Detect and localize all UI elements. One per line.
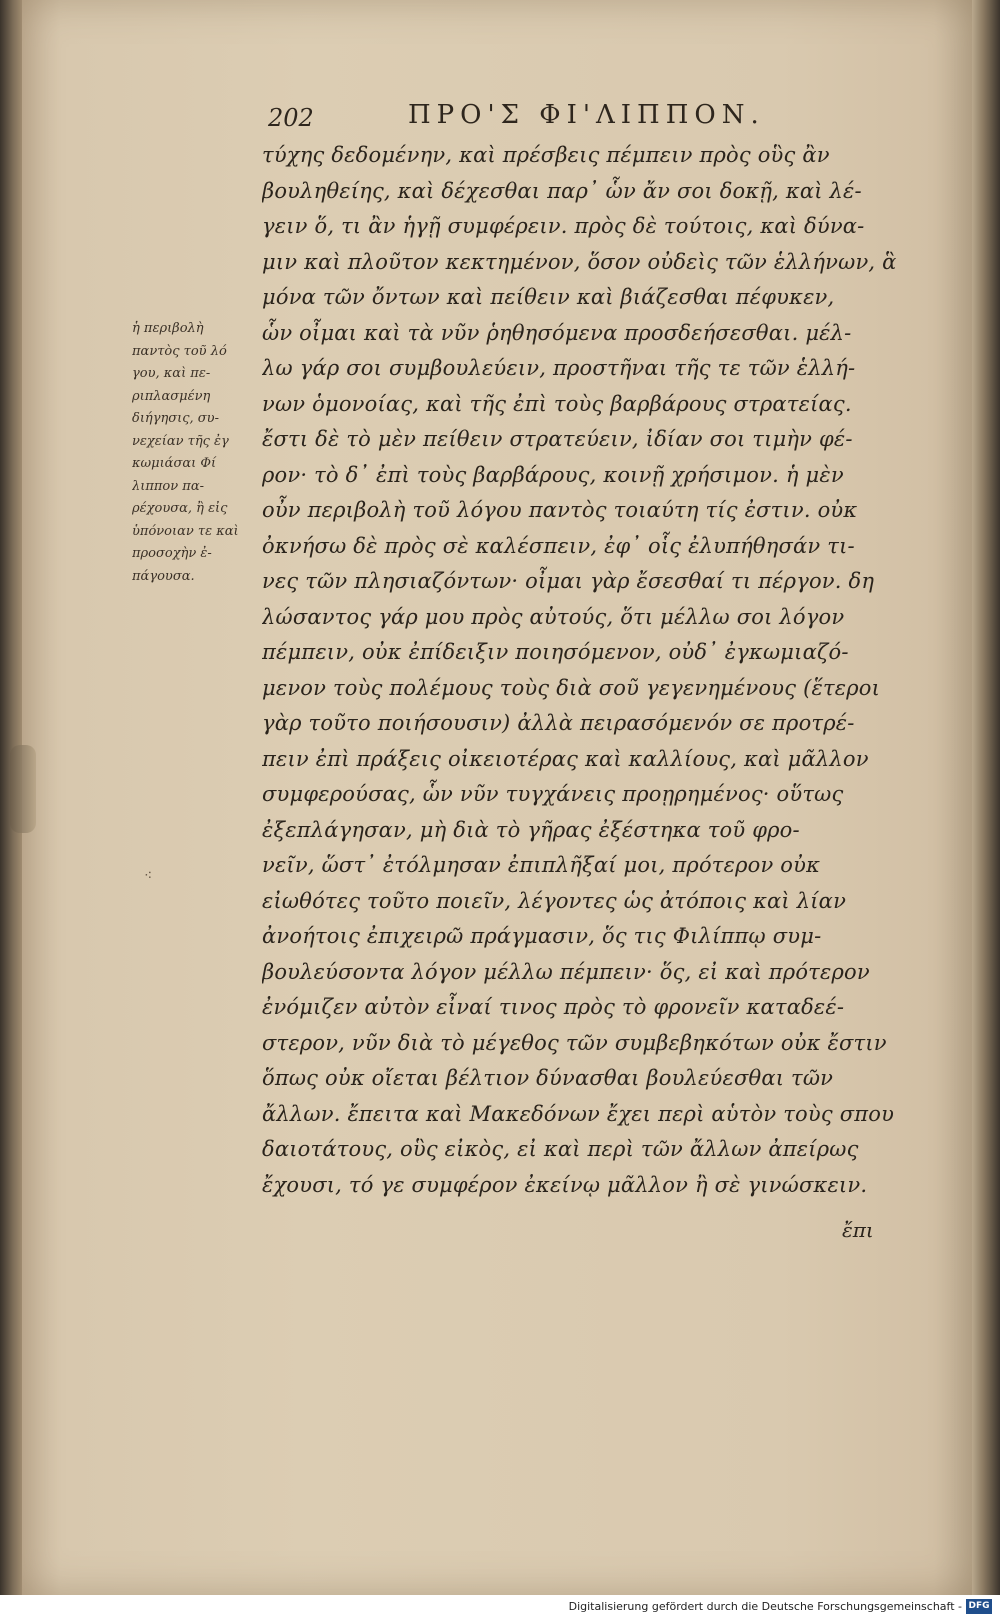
footer-credit: Digitalisierung gefördert durch die Deutsche Forschungsgemeinschaft - (568, 1600, 962, 1613)
margin-stray-mark: ⁖ (144, 868, 153, 884)
text-line: γὰρ τοῦτο ποιήσουσιν) ἀλλὰ πειρασόμενόν σε προτρέ- (262, 711, 855, 735)
margin-note-line: διήγησις, συ- (132, 411, 219, 426)
digitization-footer (0, 1595, 1000, 1620)
text-line: βουλεύσοντα λόγον μέλλω πέμπειν· ὅς, εἰ καὶ πρότερον (262, 959, 870, 984)
dfg-logo: DFG (966, 1599, 992, 1614)
text-line: δαιοτάτους, οὓς εἰκὸς, εἰ καὶ περὶ τῶν ἄλλων ἀπείρως (262, 1137, 859, 1161)
text-line: ἐνόμιζεν αὐτὸν εἶναί τινος πρὸς τὸ φρονεῖν καταδεέ- (262, 995, 845, 1019)
margin-note-line: προσοχὴν ἐ- (132, 546, 212, 561)
margin-note (132, 318, 257, 588)
page-header (268, 100, 898, 140)
text-line: γειν ὅ, τι ἂν ἡγῇ συμφέρειν. πρὸς δὲ τούτοις, καὶ δύνα- (262, 214, 865, 238)
text-line: στερον, νῦν διὰ τὸ μέγεθος τῶν συμβεβηκότων οὐκ ἔστιν (262, 1030, 887, 1055)
page-tab-marker (10, 745, 36, 833)
margin-note-line: κωμιάσαι Φί (132, 456, 217, 471)
text-line: ἀνοήτοις ἐπιχειρῶ πράγμασιν, ὅς τις Φιλίππῳ συμ- (262, 924, 822, 948)
text-line: νεῖν, ὥστ᾽ ἐτόλμησαν ἐπιπλῆξαί μοι, πρότερον οὐκ (262, 853, 821, 877)
catchword: ἔπι (842, 1218, 874, 1242)
margin-note-line: πάγουσα. (132, 568, 195, 584)
body-text (262, 138, 902, 1203)
text-line: ρον· τὸ δ᾽ ἐπὶ τοὺς βαρβάρους, κοινῇ χρήσιμον. ἡ μὲν (262, 462, 844, 487)
text-line: ἐξεπλάγησαν, μὴ διὰ τὸ γῆρας ἐξέστηκα τοῦ φρο- (262, 817, 800, 842)
text-line: οὖν περιβολὴ τοῦ λόγου παντὸς τοιαύτη τίς ἐστιν. οὐκ (262, 498, 858, 522)
text-line: μιν καὶ πλοῦτον κεκτημένον, ὅσον οὐδεὶς τῶν ἑλλήνων, ἃ (262, 249, 897, 274)
text-line: ὅπως οὐκ οἴεται βέλτιον δύνασθαι βουλεύεσθαι τῶν (262, 1066, 834, 1090)
text-line: βουληθείης, καὶ δέχεσθαι παρ᾽ ὧν ἄν σοι δοκῇ, καὶ λέ- (262, 178, 862, 203)
margin-note-line: ὑπόνοιαν τε καὶ (132, 523, 239, 539)
text-line: ἔχουσι, τό γε συμφέρον ἐκείνῳ μᾶλλον ἢ σὲ γινώσκειν. (262, 1172, 868, 1197)
text-line: συμφερούσας, ὧν νῦν τυγχάνεις προῃρημένος· οὕτως (262, 782, 844, 806)
margin-note-line: λιππον πα- (132, 478, 205, 494)
text-line: εἰωθότες τοῦτο ποιεῖν, λέγοντες ὡς ἀτόποις καὶ λίαν (262, 888, 847, 913)
text-line: μενον τοὺς πολέμους τοὺς διὰ σοῦ γεγενημένους (ἕτεροι (262, 675, 881, 700)
text-line: λώσαντος γάρ μου πρὸς αὐτούς, ὅτι μέλλω σοι λόγον (262, 604, 845, 629)
running-head: ΠΡΟ'Σ ΦΙ'ΛΙΠΠΟΝ. (408, 100, 765, 130)
text-line: ἔστι δὲ τὸ μὲν πείθειν στρατεύειν, ἰδίαν σοι τιμὴν φέ- (262, 427, 853, 451)
text-line: ἄλλων. ἔπειτα καὶ Μακεδόνων ἔχει περὶ αὑτὸν τοὺς σπου (262, 1101, 895, 1126)
text-line: νων ὁμονοίας, καὶ τῆς ἐπὶ τοὺς βαρβάρους στρατείας. (262, 391, 852, 416)
text-line: τύχης δεδομένην, καὶ πρέσβεις πέμπειν πρὸς οὓς ἂν (262, 143, 830, 167)
margin-note-line: ρέχουσα, ἢ εἰς (132, 501, 228, 516)
text-line: ὧν οἶμαι καὶ τὰ νῦν ῥηθησόμενα προσδεήσεσθαι. μέλ- (262, 320, 852, 345)
text-line: πειν ἐπὶ πράξεις οἰκειοτέρας καὶ καλλίους, καὶ μᾶλλον (262, 746, 869, 771)
text-line: νες τῶν πλησιαζόντων· οἶμαι γὰρ ἔσεσθαί τι πέργον. δη (262, 569, 875, 593)
margin-note-line: ριπλασμένη (132, 388, 211, 404)
text-line: λω γάρ σοι συμβουλεύειν, προστῆναι τῆς τε τῶν ἑλλή- (262, 356, 856, 380)
page-number: 202 (268, 104, 314, 132)
text-line: ὀκνήσω δὲ πρὸς σὲ καλέσπειν, ἐφ᾽ οἷς ἐλυπήθησάν τι- (262, 533, 855, 558)
margin-note-line: νεχείαν τῆς ἐγ (132, 433, 229, 449)
margin-note-line: ἡ περιβολὴ (132, 321, 204, 336)
text-line: μόνα τῶν ὄντων καὶ πείθειν καὶ βιάζεσθαι πέφυκεν, (262, 285, 835, 309)
text-line: πέμπειν, οὐκ ἐπίδειξιν ποιησόμενον, οὐδ᾽ ἐγκωμιαζό- (262, 640, 849, 664)
margin-note-line: γου, καὶ πε- (132, 366, 211, 381)
margin-note-line: παντὸς τοῦ λό (132, 343, 227, 359)
page-edge-right (972, 0, 1000, 1595)
